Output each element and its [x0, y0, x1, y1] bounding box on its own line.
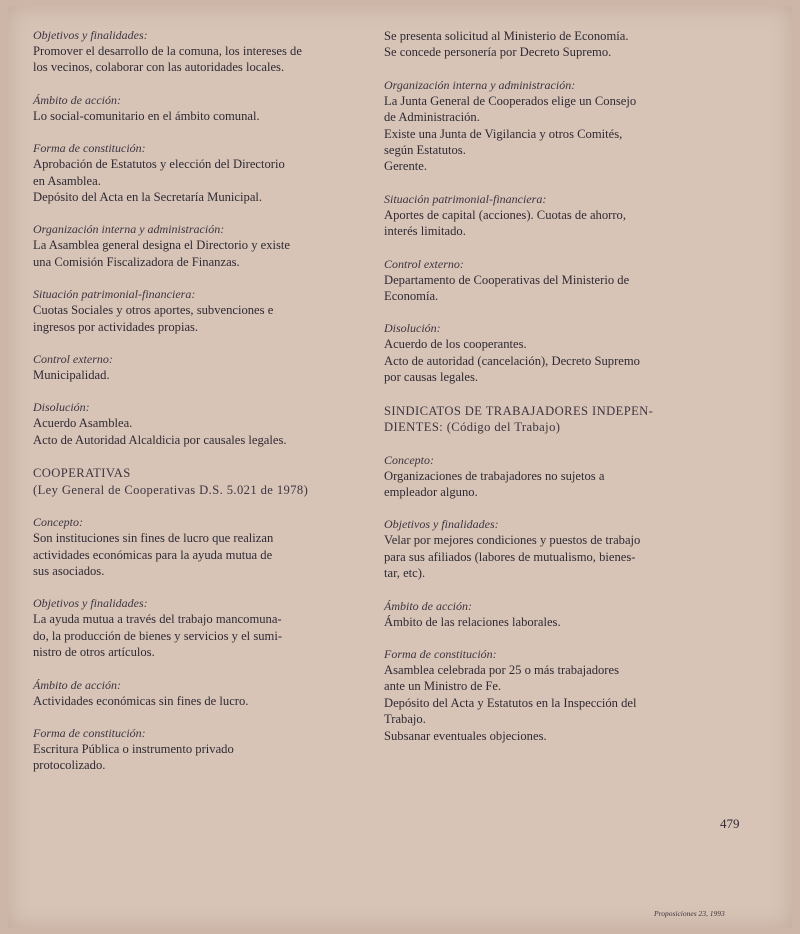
text-line: Acto de autoridad (cancelación), Decreto Supremo [384, 353, 640, 368]
text-line: ingresos por actividades propias. [33, 319, 199, 334]
text-line: Acuerdo Asamblea. [33, 416, 133, 431]
section-heading: Forma de constitución: [384, 646, 497, 661]
text-line: empleador alguno. [384, 484, 478, 499]
section-heading: Situación patrimonial-financiera: [33, 287, 196, 302]
right-column [384, 28, 712, 761]
section-heading: Ámbito de acción: [384, 598, 472, 613]
text-line: Actividades económicas sin fines de lucro. [33, 693, 249, 708]
text-line: Lo social-comunitario en el ámbito comunal. [33, 108, 260, 123]
text-section [33, 726, 363, 774]
text-section [33, 515, 363, 579]
section-heading: Control externo: [384, 256, 464, 271]
text-line: Economía. [384, 289, 439, 304]
text-line: La ayuda mutua a través del trabajo mancomuna- [33, 612, 282, 627]
text-section [33, 400, 363, 448]
text-section [384, 599, 712, 630]
text-line: Se presenta solicitud al Ministerio de Economía. [384, 29, 629, 43]
section-heading: Objetivos y finalidades: [33, 28, 148, 42]
section-heading: Organización interna y administración: [33, 222, 225, 237]
text-line: en Asamblea. [33, 173, 101, 188]
section-heading: Ámbito de acción: [33, 92, 121, 107]
text-line: para sus afiliados (labores de mutualismo, bienes- [384, 549, 636, 564]
section-heading: Objetivos y finalidades: [384, 517, 499, 532]
text-line: Depósito del Acta y Estatutos en la Inspección del [384, 695, 637, 710]
left-column [33, 28, 363, 791]
section-heading: Ámbito de acción: [33, 677, 121, 692]
text-line: Aportes de capital (acciones). Cuotas de ahorro, [384, 207, 626, 222]
text-line: de Administración. [384, 110, 480, 125]
section-heading: Disolución: [384, 321, 441, 336]
text-line: ante un Ministro de Fe. [384, 679, 502, 694]
section-heading: Organización interna y administración: [384, 77, 576, 92]
text-section [33, 141, 363, 205]
text-line: Aprobación de Estatutos y elección del Directorio [33, 157, 285, 172]
section-title: DIENTES: (Código del Trabajo) [384, 420, 561, 435]
text-section [33, 93, 363, 124]
text-section [33, 678, 363, 709]
journal-footer: Proposiciones 23, 1993 [654, 909, 725, 918]
section-heading: Disolución: [33, 400, 90, 415]
text-line: Escritura Pública o instrumento privado [33, 741, 234, 756]
text-section [384, 453, 712, 501]
section-title: (Ley General de Cooperativas D.S. 5.021 de 1978) [33, 482, 309, 497]
text-section [33, 465, 363, 498]
text-line: sus asociados. [33, 563, 105, 578]
text-section [384, 403, 712, 436]
text-line: La Asamblea general designa el Directorio y existe [33, 238, 291, 253]
text-line: los vecinos, colaborar con las autoridades locales. [33, 60, 285, 75]
text-line: Asamblea celebrada por 25 o más trabajadores [384, 662, 619, 677]
text-line: Acto de Autoridad Alcaldicia por causales legales. [33, 432, 287, 447]
text-section [33, 596, 363, 660]
text-section [33, 28, 363, 76]
text-line: Gerente. [384, 159, 428, 174]
text-section [384, 78, 712, 175]
text-section [384, 517, 712, 581]
page-number: 479 [720, 816, 740, 831]
text-section [33, 222, 363, 270]
text-line: por causas legales. [384, 370, 479, 385]
text-section [384, 647, 712, 744]
text-line: Acuerdo de los cooperantes. [384, 337, 527, 352]
text-section [33, 287, 363, 335]
text-line: Subsanar eventuales objeciones. [384, 728, 547, 743]
text-line: actividades económicas para la ayuda mutua de [33, 547, 273, 562]
section-heading: Concepto: [384, 452, 434, 467]
section-heading: Forma de constitución: [33, 141, 146, 156]
text-section [384, 321, 712, 385]
text-line: Trabajo. [384, 712, 426, 727]
text-line: La Junta General de Cooperados elige un Consejo [384, 93, 637, 108]
text-line: do, la producción de bienes y servicios y el sumi- [33, 628, 283, 643]
section-heading: Situación patrimonial-financiera: [384, 191, 547, 206]
text-section [384, 257, 712, 305]
text-line: Son instituciones sin fines de lucro que realizan [33, 531, 274, 546]
text-line: Depósito del Acta en la Secretaría Municipal. [33, 190, 263, 205]
text-section [384, 192, 712, 240]
section-heading: Concepto: [33, 515, 83, 530]
section-heading: Control externo: [33, 352, 113, 367]
text-line: según Estatutos. [384, 143, 466, 158]
text-section [384, 28, 712, 61]
section-heading: Objetivos y finalidades: [33, 596, 148, 611]
text-line: Promover el desarrollo de la comuna, los intereses de [33, 44, 302, 58]
text-line: protocolizado. [33, 758, 106, 773]
text-line: nistro de otros artículos. [33, 645, 155, 660]
text-line: Velar por mejores condiciones y puestos de trabajo [384, 533, 641, 548]
text-line: tar, etc). [384, 566, 426, 581]
text-line: Organizaciones de trabajadores no sujetos a [384, 468, 605, 483]
text-line: Ámbito de las relaciones laborales. [384, 614, 561, 629]
text-line: Departamento de Cooperativas del Ministerio de [384, 272, 630, 287]
section-title: SINDICATOS DE TRABAJADORES INDEPEN- [384, 403, 654, 418]
text-section [33, 352, 363, 383]
text-line: Cuotas Sociales y otros aportes, subvenciones e [33, 303, 274, 318]
text-line: interés limitado. [384, 224, 466, 239]
text-line: una Comisión Fiscalizadora de Finanzas. [33, 254, 240, 269]
text-line: Se concede personería por Decreto Supremo. [384, 45, 612, 60]
section-heading: Forma de constitución: [33, 725, 146, 740]
section-title: COOPERATIVAS [33, 466, 131, 481]
text-line: Municipalidad. [33, 368, 110, 383]
document-page [8, 6, 792, 928]
text-line: Existe una Junta de Vigilancia y otros Comités, [384, 126, 623, 141]
